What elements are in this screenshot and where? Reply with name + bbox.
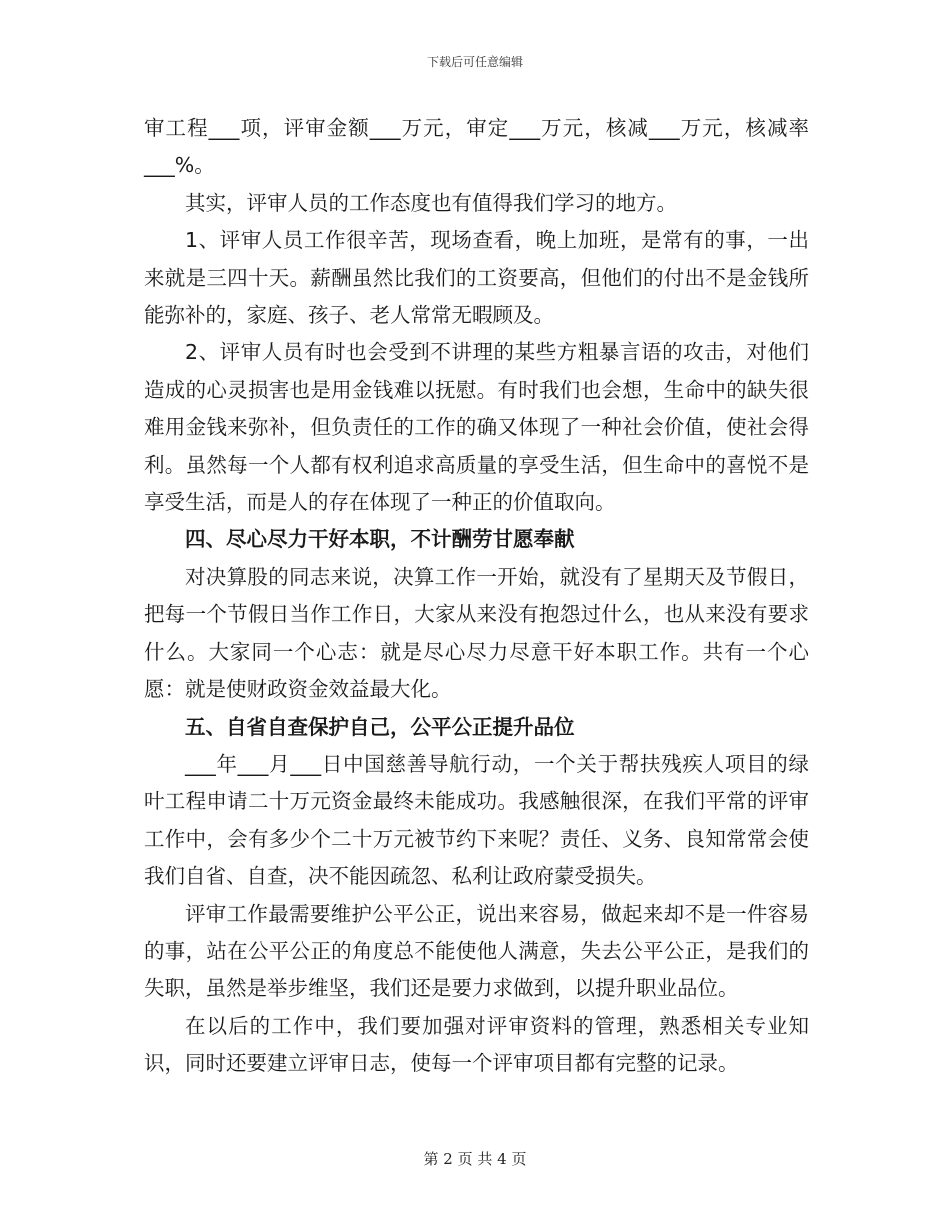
paragraph-section-4: 对决算股的同志来说，决算工作一开始，就没有了星期天及节假日，把每一个节假日当作工作日，大家从来没有抱怨过什么，也从来没有要求什么。大家同一个心志：就是尽心尽力尽意干好本职工作。共有一个心愿：就是使财政资金效益最大化。 [144,564,809,702]
paragraph-intro: 其实，评审人员的工作态度也有值得我们学习的地方。 [185,190,677,215]
paragraph-review-stats: 审工程___项，评审金额___万元，审定___万元，核减___万元，核减率___%。 [144,116,809,178]
document-body [144,110,809,1083]
paragraph-point-2: 2、评审人员有时也会受到不讲理的某些方粗暴言语的攻击，对他们造成的心灵损害也是用金钱难以抚慰。有时我们也会想，生命中的缺失很难用金钱来弥补，但负责任的工作的确又体现了一种社会价值，使社会得利。虽然每一个人都有权利追求高质量的享受生活，但生命中的喜悦不是享受生活，而是人的存在体现了一种正的价值取向。 [144,340,809,515]
page-header-note: 下载后可任意编辑 [426,55,523,69]
paragraph-section-5a: ___年___月___日中国慈善导航行动，一个关于帮扶残疾人项目的绿叶工程申请二十万元资金最终未能成功。我感触很深，在我们平常的评审工作中，会有多少个二十万元被节约下来呢？责任、义务、良知常常会使我们自省、自查，决不能因疏忽、私利让政府蒙受损失。 [144,751,809,889]
section-heading-4: 四、尽心尽力干好本职，不计酬劳甘愿奉献 [185,527,575,552]
paragraph-point-1: 1、评审人员工作很辛苦，现场查看，晚上加班，是常有的事，一出来就是三四十天。薪酬虽然比我们的工资要高，但他们的付出不是金钱所能弥补的，家庭、孩子、老人常常无暇顾及。 [144,228,809,328]
section-heading-5: 五、自省自查保护自己，公平公正提升品位 [185,714,575,739]
page-number: 第 2 页 共 4 页 [423,1150,527,1168]
paragraph-section-5b: 评审工作最需要维护公平公正，说出来容易，做起来却不是一件容易的事，站在公平公正的角度总不能使他人满意，失去公平公正，是我们的失职，虽然是举步维坚，我们还是要力求做到，以提升职业品位。 [144,901,809,1001]
paragraph-section-5c: 在以后的工作中，我们要加强对评审资料的管理，熟悉相关专业知识，同时还要建立评审日志，使每一个评审项目都有完整的记录。 [144,1013,809,1076]
